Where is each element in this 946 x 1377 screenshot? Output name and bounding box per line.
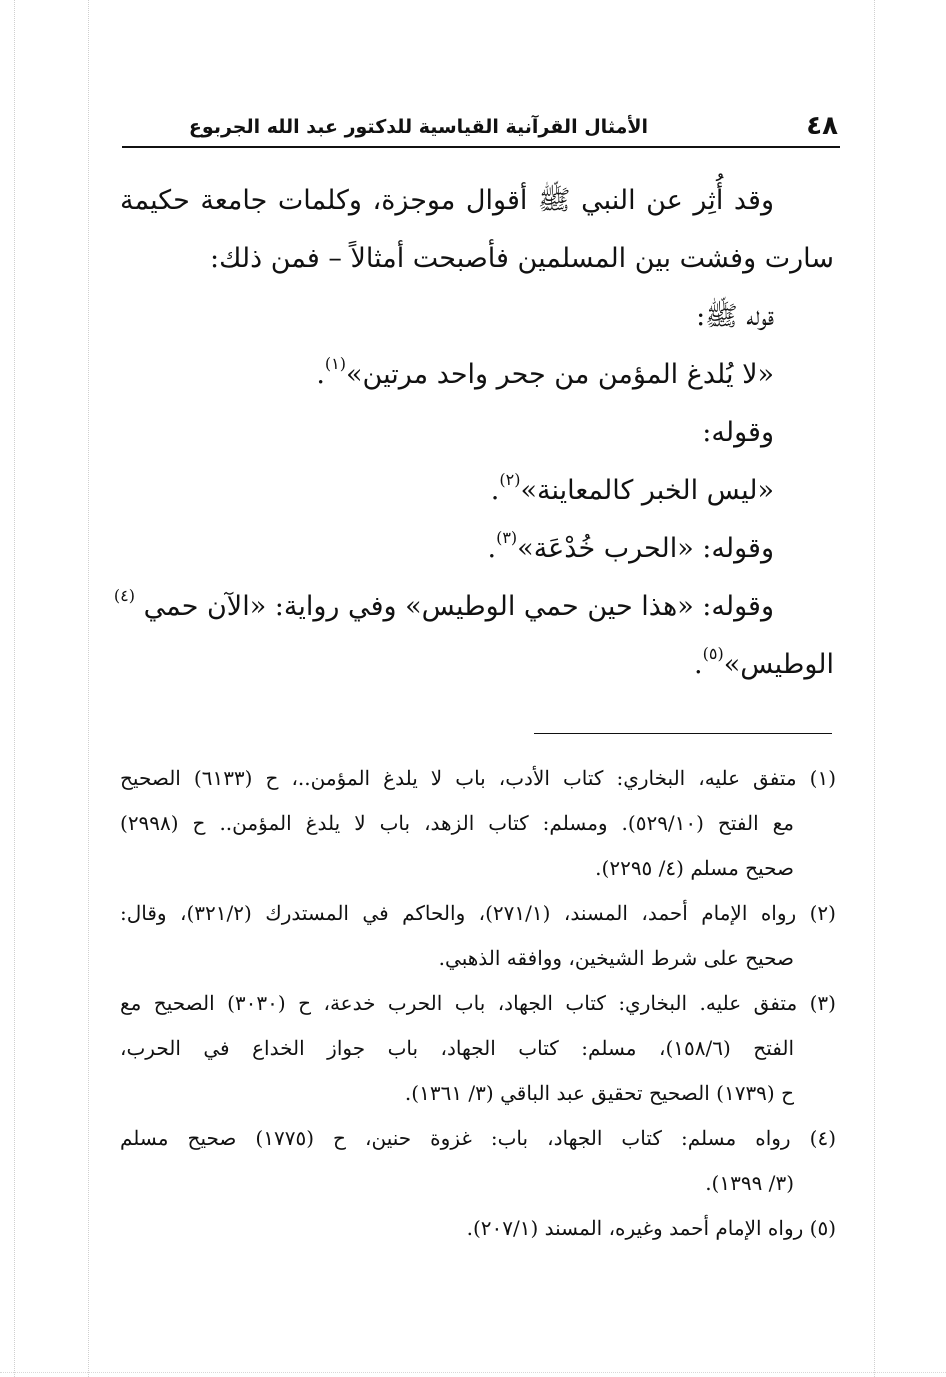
- body-line: [120, 230, 834, 288]
- footnote-marker[interactable]: (١): [324, 354, 347, 373]
- footnote-marker[interactable]: (٥): [702, 644, 724, 663]
- body-line-text: الوطيس»: [723, 649, 834, 680]
- footnote-line: (٣) متفق عليه. البخاري: كتاب الجهاد، باب الحرب خدعة، ح (٣٠٣٠) الصحيح مع: [120, 991, 836, 1015]
- footnote-marker[interactable]: (٤): [113, 586, 135, 605]
- footnote-line: صحيح على شرط الشيخين، ووافقه الذهبي.: [438, 946, 794, 970]
- period: .: [694, 649, 703, 680]
- footnote-2: [120, 891, 836, 981]
- footnote-line: الفتح (١٥٨/٦)، مسلم: كتاب الجهاد، باب جواز الخداع في الحرب،: [120, 1036, 794, 1060]
- period: .: [490, 475, 500, 506]
- running-title: الأمثال القرآنية القياسية للدكتور عبد الله الجربوع: [188, 116, 648, 138]
- footnote-line: مع الفتح (٥٢٩/١٠). ومسلم: كتاب الزهد، باب لا يلدغ المؤمن.. ح (٢٩٩٨): [120, 811, 794, 835]
- body-line: [120, 288, 834, 346]
- body-line: [120, 462, 834, 520]
- body-line-text: «لا يُلدغ المؤمن من جحر واحد مرتين»: [346, 359, 774, 390]
- footnote-line: (٥) رواه الإمام أحمد وغيره، المسند (٢٠٧/١).: [466, 1216, 836, 1240]
- footnote-marker[interactable]: (٢): [499, 470, 521, 489]
- footnote-line: (٢) رواه الإمام أحمد، المسند، (٢٧١/١)، والحاكم في المستدرك (٣٢١/٢)، وقال:: [120, 901, 836, 925]
- period: .: [316, 359, 325, 390]
- body-line: [120, 520, 834, 578]
- body-line: [120, 172, 834, 230]
- footnote-marker[interactable]: (٣): [496, 528, 518, 547]
- body-line: [113, 578, 834, 636]
- footnote-line: صحيح مسلم (٤/ ٢٢٩٥).: [595, 856, 794, 880]
- body-line-text: «ليس الخبر كالمعاينة»: [520, 475, 774, 506]
- footnote-4: [120, 1116, 836, 1206]
- body-line: [120, 346, 834, 404]
- footnote-line: (١) متفق عليه، البخاري: كتاب الأدب، باب لا يلدغ المؤمن..، ح (٦١٣٣) الصحيح: [120, 766, 837, 790]
- body-line-text: وقوله:: [702, 417, 774, 448]
- footnote-line: (٣/ ١٣٩٩).: [705, 1171, 794, 1195]
- footnote-separator: [534, 733, 832, 734]
- scan-artifact-line: [0, 1372, 946, 1373]
- footnotes: [120, 756, 836, 1251]
- footnote-1: [120, 756, 836, 891]
- period: .: [487, 533, 497, 564]
- footnote-line: (٤) رواه مسلم: كتاب الجهاد، باب: غزوة حنين، ح (١٧٧٥) صحيح مسلم: [120, 1126, 836, 1150]
- body-line: [120, 636, 834, 694]
- scan-artifact-line: [88, 0, 89, 1377]
- body-line-text: قوله ﷺ:: [696, 301, 774, 332]
- footnote-line: ح (١٧٣٩) الصحيح تحقيق عبد الباقي (٣/ ١٣٦١).: [404, 1081, 794, 1105]
- body-text: [113, 172, 834, 694]
- scan-artifact-line: [874, 0, 875, 1377]
- footnote-5: [120, 1206, 836, 1251]
- body-line-text: سارت وفشت بين المسلمين فأصبحت أمثالاً – فمن ذلك:: [210, 243, 834, 274]
- body-line-text: وقد أُثِر عن النبي ﷺ أقوال موجزة، وكلمات جامعة حكيمة: [120, 185, 774, 216]
- footnote-3: [120, 981, 836, 1116]
- scan-artifact-line: [14, 0, 15, 1377]
- body-line-text: وقوله: «الحرب خُدْعَة»: [517, 533, 774, 564]
- header-rule: [122, 146, 840, 148]
- body-line: [120, 404, 834, 462]
- page-header: [122, 110, 838, 146]
- body-line-text: وقوله: «هذا حين حمي الوطيس» وفي رواية: «الآن حمي: [143, 591, 774, 622]
- page-number: ٤٨: [806, 111, 838, 141]
